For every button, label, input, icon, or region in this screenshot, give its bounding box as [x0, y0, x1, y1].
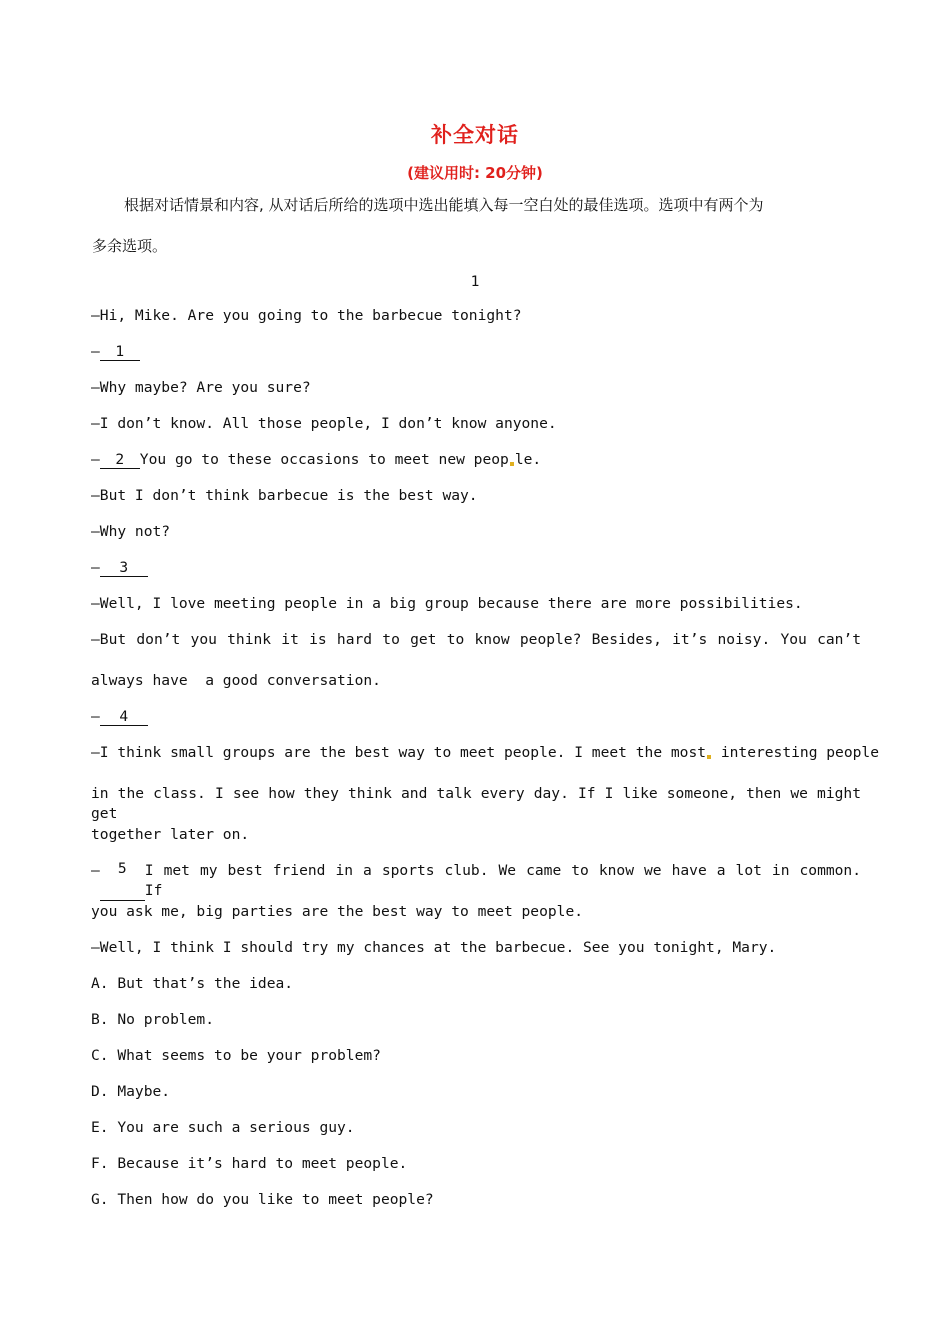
- dialogue-line: —Hi, Mike. Are you going to the barbecue tonight?: [91, 307, 522, 324]
- answer-blank-4[interactable]: 4: [100, 709, 148, 726]
- dialogue-line: in the class. I see how they think and talk every day. If I like someone, then we might get: [91, 785, 861, 822]
- dialogue-line: —But don’t you think it is hard to get to know people? Besides, it’s noisy. You can’t: [91, 631, 861, 648]
- option-g: G. Then how do you like to meet people?: [91, 1191, 434, 1208]
- option-f: F. Because it’s hard to meet people.: [91, 1155, 408, 1172]
- dialogue-text: You go to these occasions to meet new peop: [139, 451, 509, 468]
- dash: —: [91, 708, 100, 725]
- dialogue-line: —But I don’t think barbecue is the best way.: [91, 487, 478, 504]
- dialogue-text: interesting people: [712, 744, 879, 761]
- dash: —: [91, 451, 100, 468]
- page-title: 补全对话: [431, 123, 519, 147]
- option-a: A. But that’s the idea.: [91, 975, 294, 992]
- dialogue-line: always have a good conversation.: [91, 672, 381, 689]
- dialogue-line: [91, 861, 861, 901]
- dialogue-line: [91, 342, 861, 362]
- answer-blank-1[interactable]: 1: [100, 344, 140, 361]
- option-d: D. Maybe.: [91, 1083, 171, 1100]
- dialogue-line: —Why not?: [91, 523, 171, 540]
- dialogue-line: —Well, I love meeting people in a big group because there are more possibilities.: [91, 595, 803, 612]
- dialogue-line: —Well, I think I should try my chances at the barbecue. See you tonight, Mary.: [91, 939, 777, 956]
- dialogue-line: [91, 450, 861, 470]
- dialogue-line: [91, 707, 861, 727]
- dialogue-line: —I don’t know. All those people, I don’t know anyone.: [91, 415, 557, 432]
- dialogue-line: together later on.: [91, 826, 250, 843]
- mark-dot: [707, 755, 711, 759]
- instructions-line-2: 多余选项。: [92, 237, 168, 255]
- answer-blank-2[interactable]: 2: [100, 452, 140, 469]
- dialogue-line: [91, 558, 861, 578]
- dialogue-text: le.: [514, 451, 542, 468]
- option-b: B. No problem.: [91, 1011, 215, 1028]
- instructions-line-1: 根据对话情景和内容, 从对话后所给的选项中选出能填入每一空白处的最佳选项。选项中有两个为: [124, 196, 764, 214]
- dialogue-line: you ask me, big parties are the best way to meet people.: [91, 903, 584, 920]
- dialogue-line: [91, 743, 879, 763]
- option-c: C. What seems to be your problem?: [91, 1047, 381, 1064]
- dash: —: [91, 559, 100, 576]
- option-e: E. You are such a serious guy.: [91, 1119, 355, 1136]
- dash: —: [91, 862, 100, 879]
- dialogue-text: I met my best friend in a sports club. We came to know we have a lot in common. If: [144, 862, 861, 899]
- answer-blank-5[interactable]: 5: [100, 861, 145, 901]
- mark-dot: [510, 462, 514, 466]
- dialogue-line: —Why maybe? Are you sure?: [91, 379, 311, 396]
- dash: —: [91, 343, 100, 360]
- dialogue-text: —I think small groups are the best way to meet people. I meet the most: [91, 744, 707, 761]
- section-number: 1: [470, 273, 480, 290]
- answer-blank-3[interactable]: 3: [100, 560, 148, 577]
- page-subtitle: (建议用时: 20分钟): [407, 164, 543, 182]
